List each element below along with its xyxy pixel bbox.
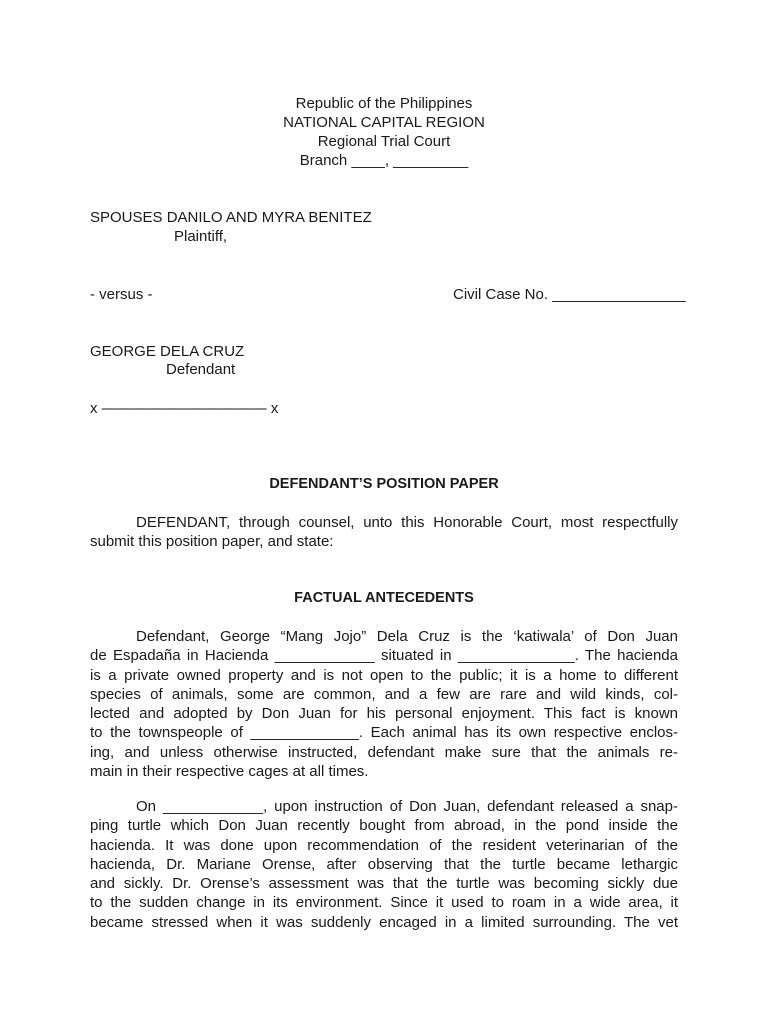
caption-republic: Republic of the Philippines <box>295 95 473 112</box>
paragraph-line: hacienda. It was done upon recommendation of the resident veterinarian of the <box>90 836 678 854</box>
caption-separator: x ——————————— x <box>90 400 279 417</box>
paragraph-factual-1 <box>90 627 678 781</box>
defendant-name: GEORGE DELA CRUZ <box>90 343 245 360</box>
document-title: DEFENDANT’S POSITION PAPER <box>269 476 499 492</box>
paragraph-line: ping turtle which Don Juan recently bought from abroad, in the pond inside the <box>90 817 678 835</box>
paragraph-line: species of animals, some are common, and a few are rare and wild kinds, col- <box>90 685 678 703</box>
paragraph-line: became stressed when it was suddenly encaged in a limited surrounding. The vet <box>90 913 678 931</box>
versus-label: - versus - <box>90 286 153 303</box>
plaintiff-name: SPOUSES DANILO AND MYRA BENITEZ <box>90 209 372 226</box>
paragraph-line: ing, and unless otherwise instructed, defendant make sure that the animals re- <box>90 743 678 761</box>
paragraph-line: to the townspeople of _____________. Each animal has its own respective enclos- <box>90 724 678 742</box>
paragraph-line: and sickly. Dr. Orense’s assessment was that the turtle was becoming sickly due <box>90 875 678 893</box>
caption-branch: Branch ____, _________ <box>299 152 469 169</box>
intro-paragraph <box>90 513 678 552</box>
paragraph-line: main in their respective cages at all times. <box>90 763 369 781</box>
paragraph-line: de Espadaña in Hacienda ____________ situated in ______________. The hacienda <box>90 647 678 665</box>
paragraph-line: submit this position paper, and state: <box>90 533 334 551</box>
plaintiff-role: Plaintiff, <box>174 228 228 245</box>
defendant-role: Defendant <box>166 361 236 378</box>
caption-court: Regional Trial Court <box>317 133 451 150</box>
paragraph-line: On ____________, upon instruction of Don Juan, defendant released a snap- <box>136 798 678 815</box>
paragraph-line: Defendant, George “Mang Jojo” Dela Cruz is the ‘katiwala’ of Don Juan <box>136 628 678 645</box>
paragraph-line: DEFENDANT, through counsel, unto this Honorable Court, most respectfully <box>136 514 678 531</box>
paragraph-line: is a private owned property and is not open to the public; it is a home to different <box>90 666 678 684</box>
section-heading: FACTUAL ANTECEDENTS <box>294 590 474 606</box>
paragraph-line: to the sudden change in its environment. Since it used to roam in a wide area, it <box>90 894 678 912</box>
paragraph-line: hacienda, Dr. Mariane Orense, after observing that the turtle became lethargic <box>90 855 678 873</box>
caption-region: NATIONAL CAPITAL REGION <box>283 114 485 131</box>
civil-case-number: Civil Case No. ________________ <box>453 286 686 303</box>
paragraph-factual-2 <box>90 797 678 932</box>
paragraph-line: lected and adopted by Don Juan for his personal enjoyment. This fact is known <box>90 705 678 723</box>
